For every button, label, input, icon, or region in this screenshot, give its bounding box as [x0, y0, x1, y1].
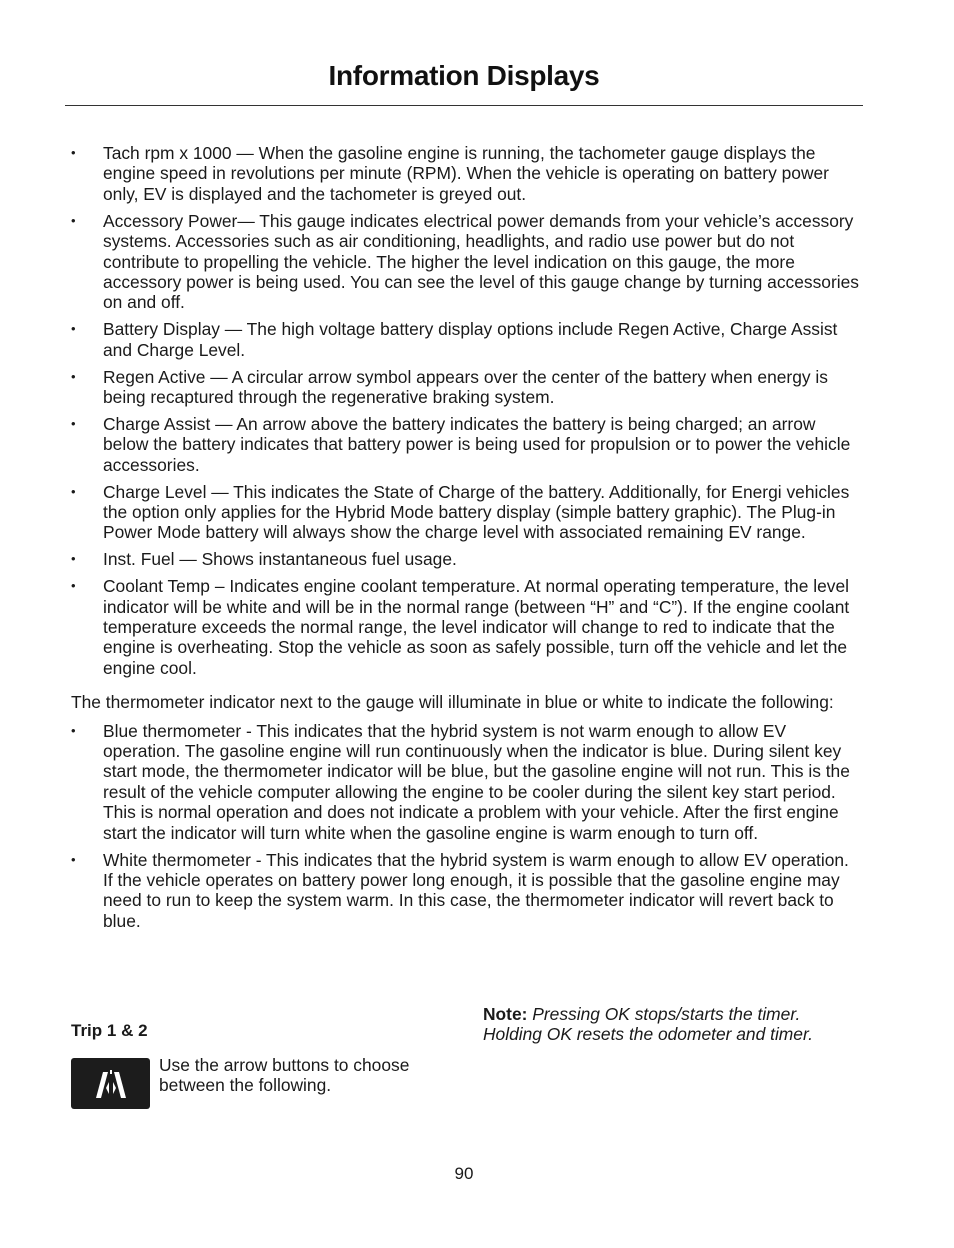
bullet-glyph: •: [71, 483, 76, 499]
list-item-text: Inst. Fuel — Shows instantaneous fuel usage.: [103, 549, 457, 570]
bullet-glyph: •: [71, 368, 76, 384]
title-divider: [65, 105, 863, 106]
list-item: [71, 721, 861, 843]
list-item-text: Charge Assist — An arrow above the battery indicates the battery is being charged; an arrow below the battery indicates that battery power is being used for propulsion or to power the vehicle accessories.: [103, 413, 851, 475]
arrow-buttons-glyph: [93, 1068, 129, 1100]
page-number: 90: [454, 1164, 474, 1183]
list-item-text: Accessory Power— This gauge indicates electrical power demands from your vehicle’s accessory systems. Accessories such as air conditioning, headlights, and radio use power but do not contribute to propelling the vehicle. The higher the level indication on this gauge, the more accessory power is being used. You can see the level of this gauge change by turning accessories on and off.: [103, 210, 859, 313]
list-item: [71, 850, 861, 932]
bullet-glyph: •: [71, 851, 76, 867]
note-label: Note:: [483, 1004, 528, 1024]
list-item-text: Charge Level — This indicates the State of Charge of the battery. Additionally, for Energi vehicles the option only applies for the Hybrid Mode battery display (simple battery graphic). The Plug-in Power Mode battery will always show the charge level with associated remaining EV range.: [103, 481, 850, 543]
list-item: [71, 143, 861, 204]
note-text: Pressing OK stops/starts the timer. Holding OK resets the odometer and timer.: [483, 1004, 813, 1045]
bullet-glyph: •: [71, 321, 76, 337]
list-item: [71, 414, 861, 475]
list-item-text: Coolant Temp – Indicates engine coolant temperature. At normal operating temperature, the level indicator will be white and will be in the normal range (between “H” and “C”). If the engine coolant temperature exceeds the normal range, the level indicator will change to red to indicate that the engine is overheating. Stop the vehicle as soon as safely possible, turn off the vehicle and let the engine cool.: [103, 576, 850, 678]
arrow-instruction: Use the arrow buttons to choose between the following.: [159, 1055, 410, 1096]
bullet-glyph: •: [71, 551, 76, 567]
trip-heading: Trip 1 & 2: [71, 1021, 148, 1040]
page-title: Information Displays: [328, 60, 600, 91]
bullet-glyph: •: [71, 578, 76, 594]
bullet-glyph: •: [71, 722, 76, 738]
list-item: [71, 367, 861, 408]
main-content: [71, 143, 861, 938]
list-item-text: White thermometer - This indicates that the hybrid system is warm enough to allow EV operation. If the vehicle operates on battery power long enough, it is possible that the gasoline engine may need to run to keep the system warm. In this case, the thermometer indicator will revert back to blue.: [103, 849, 849, 931]
list-item-text: Battery Display — The high voltage battery display options include Regen Active, Charge Assist and Charge Level.: [103, 319, 838, 360]
list-item-text: Blue thermometer - This indicates that the hybrid system is not warm enough to allow EV operation. The gasoline engine will run continuously when the indicator is blue. During silent key start mode, the thermometer indicator will be blue, but the gasoline engine will not run. This is the result of the vehicle computer allowing the engine to be cooler during the silent key start period. This is normal operation and does not indicate a problem with your vehicle. After the first engine start the indicator will turn white when the gasoline engine is warm enough to turn off.: [103, 720, 850, 843]
list-item: [71, 211, 861, 313]
list-item: [71, 576, 861, 678]
list-item-text: Regen Active — A circular arrow symbol appears over the center of the battery when energy is being recaptured through the regenerative braking system.: [103, 366, 828, 407]
arrow-buttons-icon: [71, 1058, 150, 1109]
bullet-glyph: •: [71, 212, 76, 228]
list-item-text: Tach rpm x 1000 — When the gasoline engine is running, the tachometer gauge displays the engine speed in revolutions per minute (RPM). When the vehicle is operating on battery power only, EV is displayed and the tachometer is greyed out.: [103, 143, 829, 204]
bullet-glyph: •: [71, 145, 76, 160]
list-item: [71, 319, 861, 360]
list-item: [71, 549, 861, 569]
bullet-glyph: •: [71, 415, 76, 431]
thermometer-list: [71, 721, 861, 932]
thermometer-intro: The thermometer indicator next to the gauge will illuminate in blue or white to indicate the following:: [71, 692, 834, 713]
trip-section: [71, 1004, 861, 1114]
note-block: [483, 1004, 863, 1045]
gauge-list: [71, 143, 861, 678]
list-item: [71, 482, 861, 543]
